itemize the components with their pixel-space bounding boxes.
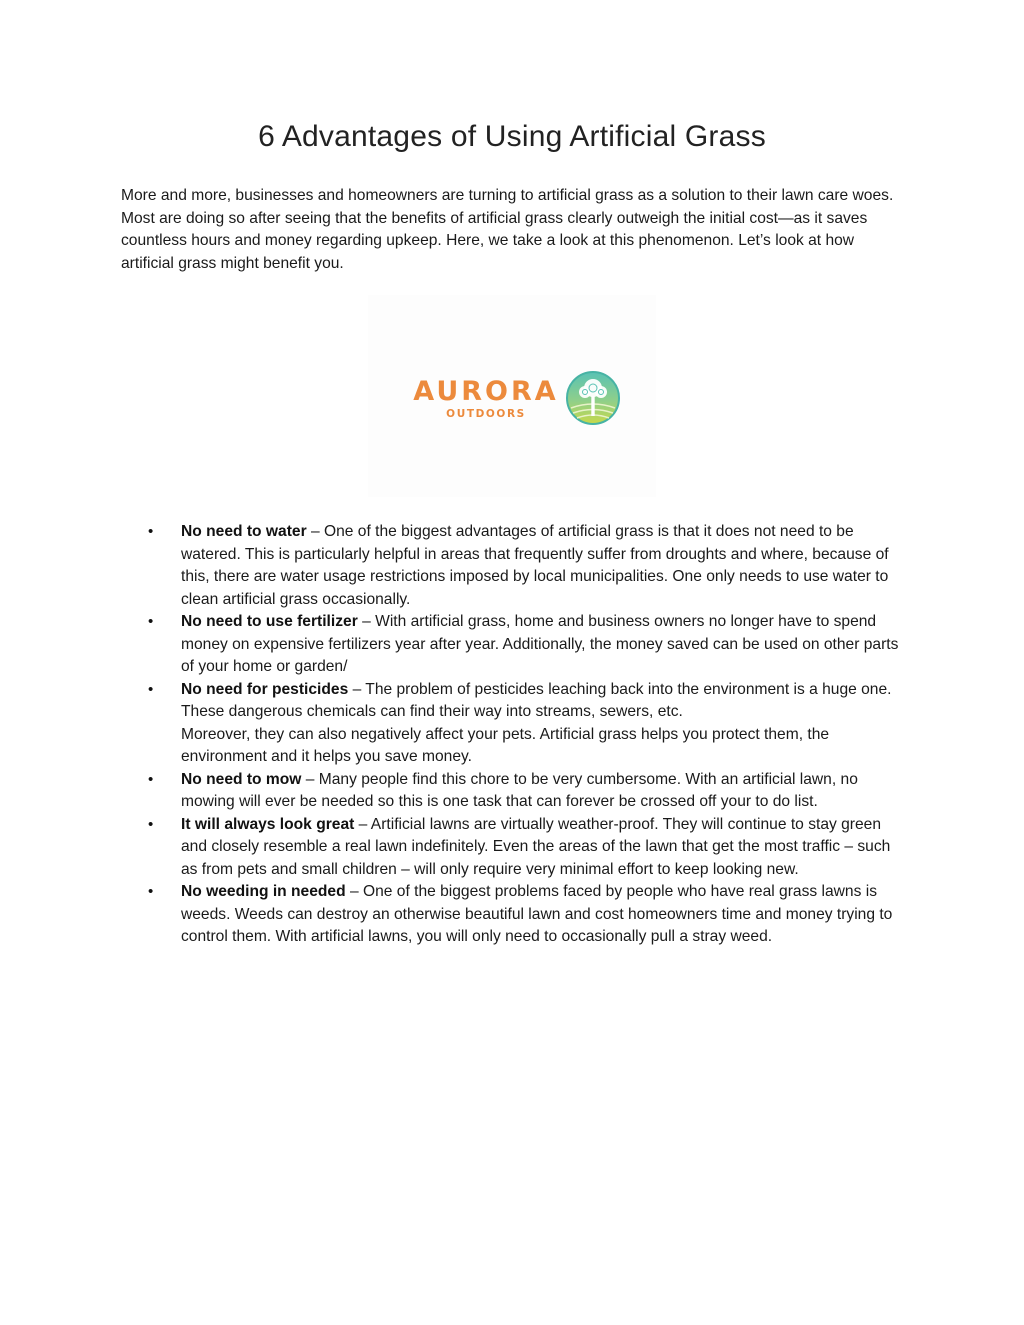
advantage-heading: No need to use fertilizer [181,613,358,630]
company-logo [368,295,656,497]
advantage-heading: No weeding in needed [181,883,346,900]
advantage-heading: It will always look great [181,815,355,833]
advantage-text: – With artificial grass, home and business owners no longer have to spend money on expensive fertilizers year after year. Additionally, the money saved can be used on other parts of your home or garden/ [181,613,899,675]
list-item [181,521,911,611]
advantage-text-continued: Moreover, they can also negatively affect your pets. Artificial grass helps you protect them, the environment and it helps you save money. [181,725,830,765]
advantage-text: – The problem of pesticides leaching back into the environment is a huge one. These dangerous chemicals can find their way into streams, sewers, etc. [181,680,892,720]
advantage-text: – One of the biggest advantages of artificial grass is that it does not need to be watered. This is particularly helpful in areas that frequently suffer from droughts and where, because of this, there are water usage restrictions imposed by local municipalities. One only needs to use water to clean artificial grass occasionally. [181,523,889,608]
intro-paragraph: More and more, businesses and homeowners are turning to artificial grass as a solution to their lawn care woes. Most are doing so after seeing that the benefits of artificial grass clearly outweigh the initial cost—as it saves countless hours and money regarding upkeep. Here, we take a look at this phenomenon. Let’s look at how artificial grass might benefit you. [121,187,894,272]
advantage-text: – Artificial lawns are virtually weather-proof. They will continue to stay green and closely resemble a real lawn indefinitely. Even the areas of the lawn that get the most traffic – such as from pets and small children – will only require very minimal effort to keep looking new. [181,815,891,878]
advantage-text: – One of the biggest problems faced by people who have real grass lawns is weeds. Weeds can destroy an otherwise beautiful lawn and cost homeowners time and money trying to control them. With artificial lawns, you will only need to occasionally pull a stray weed. [181,883,893,945]
list-item [181,814,911,882]
advantage-heading: No need to mow [181,770,302,788]
advantage-heading: No need to water [181,523,307,540]
logo-main-text: AURORA [413,376,559,407]
advantage-text: – Many people find this chore to be very cumbersome. With an artificial lawn, no mowing will ever be needed so this is one task that can forever be crossed off your to do list. [181,770,858,810]
advantages-list [181,521,911,949]
list-item [181,769,911,814]
list-item [181,679,911,769]
tree-emblem-icon [565,370,621,426]
advantage-heading: No need for pesticides [181,680,349,698]
logo-sub-text: OUTDOORS [446,408,526,420]
list-item [181,611,911,679]
page-title: 6 Advantages of Using Artificial Grass [258,120,766,153]
list-item [181,881,911,949]
logo-wordmark [406,377,566,421]
